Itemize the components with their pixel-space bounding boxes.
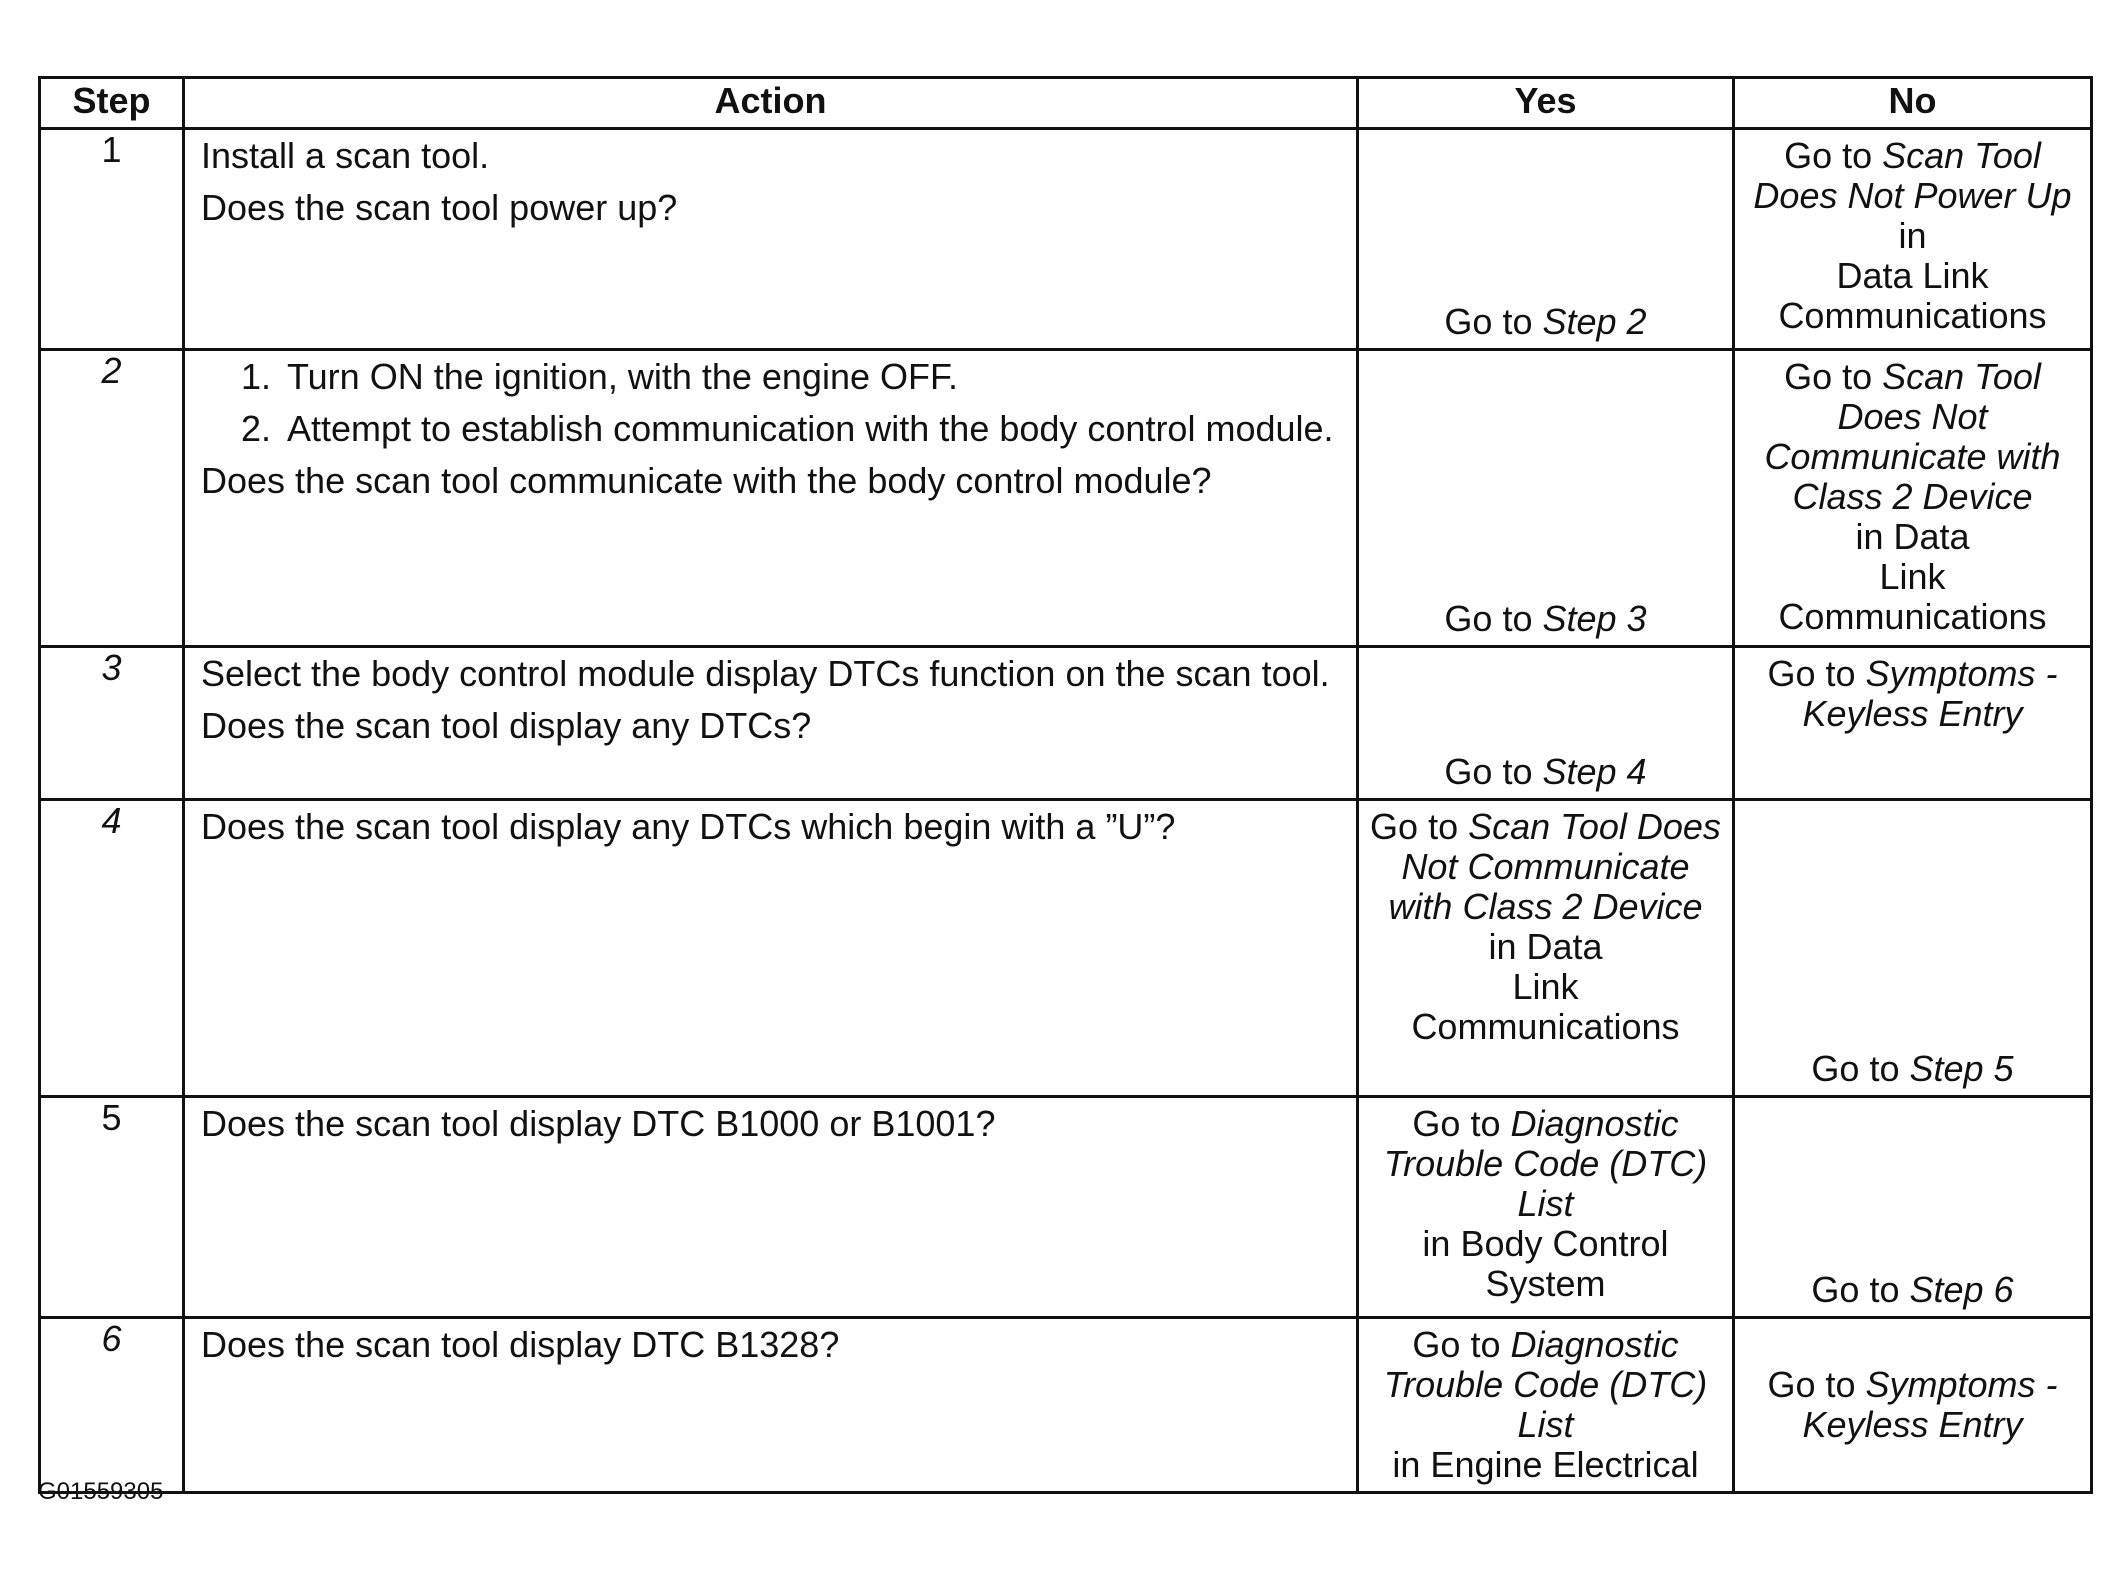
no-link[interactable]: Scan Tool Does Not Communicate with Class 2 Device [1764, 356, 2061, 517]
yes-link[interactable]: Step 3 [1542, 598, 1647, 639]
action-cell [184, 350, 1358, 647]
yes-location: Link [1512, 966, 1579, 1007]
step-number: 6 [40, 1318, 184, 1493]
no-link[interactable]: Step 5 [1909, 1048, 2014, 1089]
action-cell [184, 129, 1358, 350]
no-prefix: Go to [1767, 1364, 1866, 1405]
no-link[interactable]: Symptoms - Keyless Entry [1802, 1364, 2058, 1445]
yes-cell [1358, 350, 1734, 647]
no-cell [1734, 350, 2092, 647]
yes-link[interactable]: Diagnostic Trouble Code (DTC) List [1383, 1324, 1708, 1445]
step-number: 5 [40, 1097, 184, 1318]
table-row [40, 800, 2092, 1097]
header-row [40, 78, 2092, 129]
yes-prefix: Go to [1412, 1324, 1511, 1365]
no-prefix: Go to [1811, 1269, 1910, 1310]
action-question: Does the scan tool power up? [201, 187, 678, 228]
action-question: Does the scan tool display DTC B1000 or B1001? [201, 1103, 996, 1144]
yes-prefix: Go to [1412, 1103, 1511, 1144]
no-prefix: Go to [1767, 653, 1866, 694]
yes-cell [1358, 647, 1734, 800]
figure-id: G01559305 [38, 1478, 164, 1505]
yes-cell [1358, 1097, 1734, 1318]
step-number: 3 [40, 647, 184, 800]
action-cell [184, 647, 1358, 800]
table-row [40, 1318, 2092, 1493]
action-cell [184, 1097, 1358, 1318]
no-link[interactable]: Symptoms - Keyless Entry [1802, 653, 2058, 734]
yes-location: Communications [1411, 1006, 1680, 1047]
yes-location: in Data [1488, 926, 1603, 967]
no-location: Link [1879, 556, 1946, 597]
action-step-item: 2. Attempt to establish communication with the body control module. [281, 409, 1342, 449]
action-cell [184, 800, 1358, 1097]
yes-location: System [1485, 1263, 1606, 1304]
diagnostic-table-frame [38, 76, 2090, 1494]
yes-location: in Engine Electrical [1392, 1444, 1699, 1485]
step-number: 4 [40, 800, 184, 1097]
yes-prefix: Go to [1444, 301, 1543, 342]
yes-prefix: Go to [1444, 751, 1543, 792]
no-prefix: Go to [1784, 356, 1883, 397]
no-cell [1734, 800, 2092, 1097]
header-action: Action [184, 78, 1358, 129]
yes-prefix: Go to [1444, 598, 1543, 639]
no-cell [1734, 129, 2092, 350]
yes-link[interactable]: Diagnostic Trouble Code (DTC) List [1383, 1103, 1708, 1224]
no-location: Communications [1778, 596, 2047, 637]
action-question: Does the scan tool display DTC B1328? [201, 1324, 840, 1365]
action-text: Select the body control module display DTCs function on the scan tool. [201, 653, 1330, 694]
table-row [40, 1097, 2092, 1318]
no-location: in Data [1855, 516, 1970, 557]
no-prefix: Go to [1784, 135, 1883, 176]
yes-cell [1358, 1318, 1734, 1493]
no-cell [1734, 1318, 2092, 1493]
table-row [40, 647, 2092, 800]
step-number: 2 [40, 350, 184, 647]
step-number: 1 [40, 129, 184, 350]
diagnostic-table [38, 76, 2093, 1494]
yes-link[interactable]: Scan Tool Does Not Communicate with Class 2 Device [1388, 806, 1721, 927]
header-step: Step [40, 78, 184, 129]
no-location: in [1898, 215, 1927, 256]
yes-link[interactable]: Step 4 [1542, 751, 1647, 792]
no-link[interactable]: Scan Tool Does Not Power Up [1753, 135, 2072, 216]
yes-prefix: Go to [1370, 806, 1469, 847]
no-location: Communications [1778, 295, 2047, 336]
action-steps-list [201, 357, 1342, 449]
yes-cell [1358, 800, 1734, 1097]
action-question: Does the scan tool communicate with the body control module? [201, 460, 1212, 501]
table-row [40, 129, 2092, 350]
yes-location: in Body Control [1422, 1223, 1669, 1264]
action-question: Does the scan tool display any DTCs which begin with a ”U”? [201, 806, 1176, 847]
no-location: Data Link [1836, 255, 1989, 296]
no-cell [1734, 1097, 2092, 1318]
table-row [40, 350, 2092, 647]
header-yes: Yes [1358, 78, 1734, 129]
action-cell [184, 1318, 1358, 1493]
no-cell [1734, 647, 2092, 800]
yes-cell [1358, 129, 1734, 350]
action-text: Install a scan tool. [201, 135, 490, 176]
no-prefix: Go to [1811, 1048, 1910, 1089]
yes-link[interactable]: Step 2 [1542, 301, 1647, 342]
header-no: No [1734, 78, 2092, 129]
no-link[interactable]: Step 6 [1909, 1269, 2014, 1310]
action-step-item: 1. Turn ON the ignition, with the engine OFF. [281, 357, 1342, 397]
action-question: Does the scan tool display any DTCs? [201, 705, 812, 746]
